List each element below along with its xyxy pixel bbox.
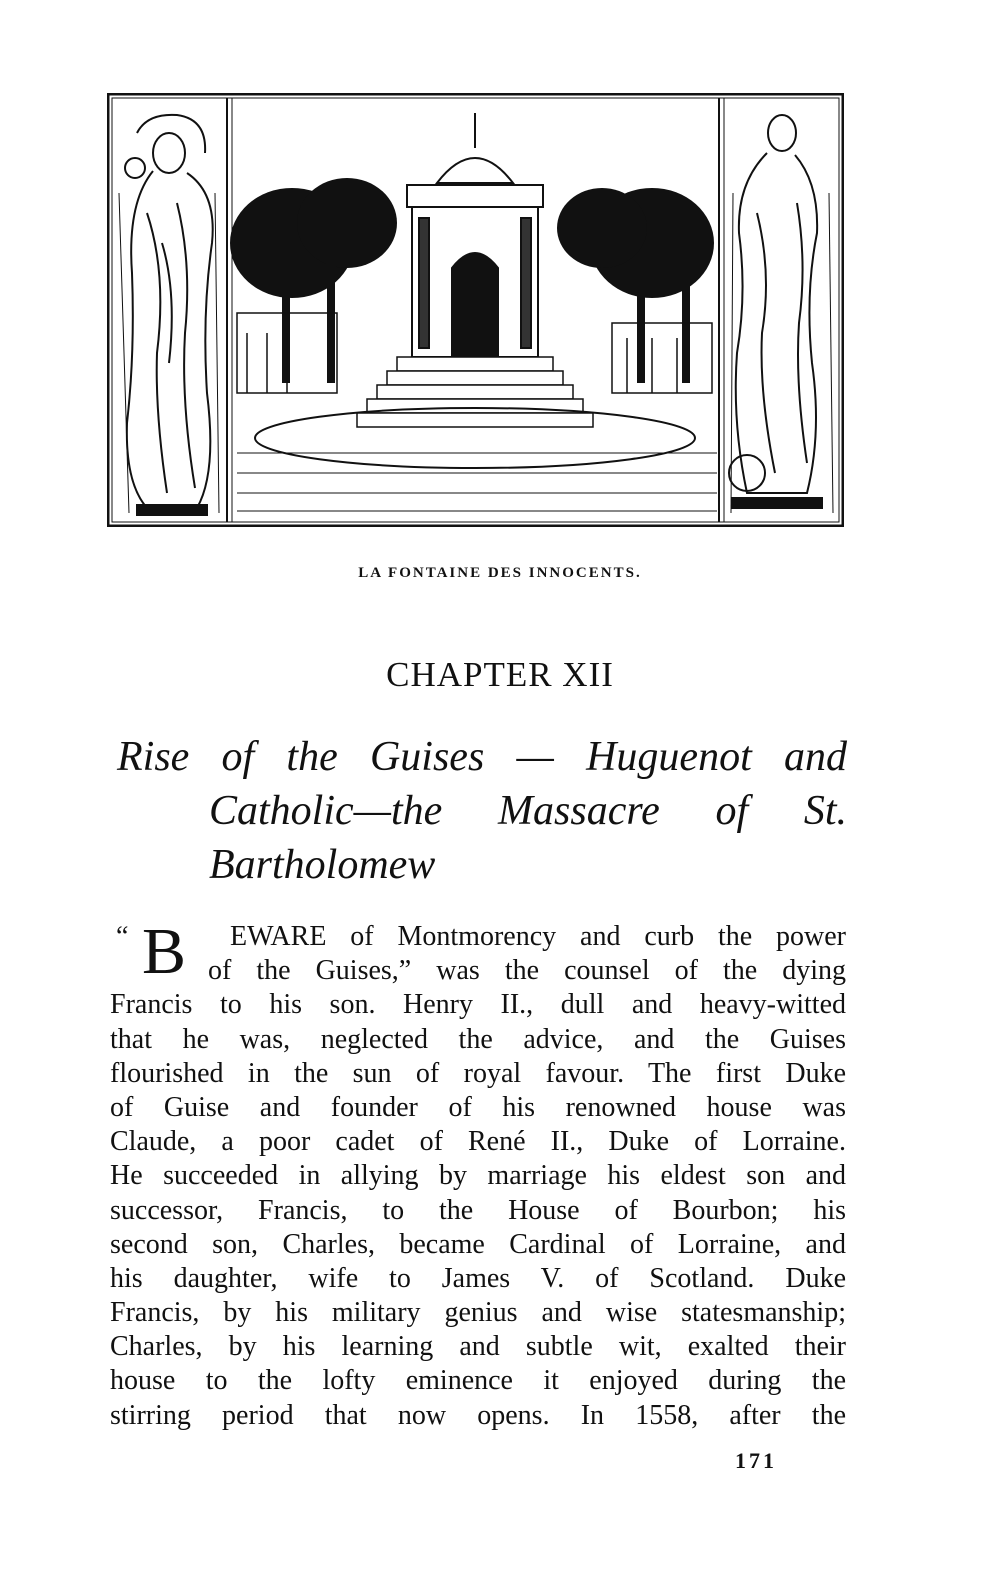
body-line: of Guise and founder of his renowned house was (110, 1091, 846, 1123)
fountain-scene (230, 113, 717, 511)
chapter-title-line-1 (117, 730, 847, 784)
right-nymph-figure (729, 115, 822, 508)
chapter-title (117, 730, 847, 892)
title-word: of (221, 734, 255, 780)
left-nymph-figure (125, 115, 213, 515)
body-line: second son, Charles, became Cardinal of Lorraine, and (110, 1228, 846, 1260)
body-line: successor, Francis, to the House of Bourbon; his (110, 1194, 846, 1226)
title-word: Massacre (498, 788, 660, 834)
open-quote: “ (116, 921, 129, 952)
fontaine-illustration (107, 93, 844, 527)
body-line (110, 920, 846, 954)
body-line: Francis, by his military genius and wise statesmanship; (110, 1297, 846, 1329)
title-word: Catholic—the (209, 788, 443, 834)
body-line: Claude, a poor cadet of René II., Duke of Lorraine. (110, 1126, 846, 1158)
title-word: — (516, 734, 554, 780)
page-number: 171 (735, 1448, 777, 1473)
chapter-title-line-2 (117, 784, 847, 838)
body-line: his daughter, wife to James V. of Scotland. Duke (110, 1262, 846, 1294)
body-text (110, 915, 846, 1433)
body-line: stirring period that now opens. In 1558, after the (110, 1399, 846, 1431)
title-word: of (715, 788, 749, 834)
body-line-text: EWARE of Montmorency and curb the power (230, 921, 846, 952)
title-word: and (783, 734, 847, 780)
body-line: Charles, by his learning and subtle wit, exalted their (110, 1331, 846, 1363)
chapter-title-line-3: Bartholomew (209, 842, 436, 888)
title-word: Guises (369, 734, 485, 780)
body-line: Francis to his son. Henry II., dull and heavy-witted (110, 989, 846, 1021)
title-word: Huguenot (586, 734, 752, 780)
body-line: that he was, neglected the advice, and the Guises (110, 1023, 846, 1055)
title-word: the (286, 734, 338, 780)
drop-cap: B (142, 915, 187, 988)
chapter-heading: CHAPTER XII (386, 655, 614, 694)
body-line: house to the lofty eminence it enjoyed during the (110, 1365, 846, 1397)
body-line: flourished in the sun of royal favour. The first Duke (110, 1057, 846, 1089)
figure-caption: LA FONTAINE DES INNOCENTS. (358, 565, 642, 581)
title-word: St. (803, 788, 847, 834)
body-line: of the Guises,” was the counsel of the dying (208, 955, 846, 987)
title-word: Rise (117, 734, 190, 780)
body-line: He succeeded in allying by marriage his eldest son and (110, 1160, 846, 1192)
